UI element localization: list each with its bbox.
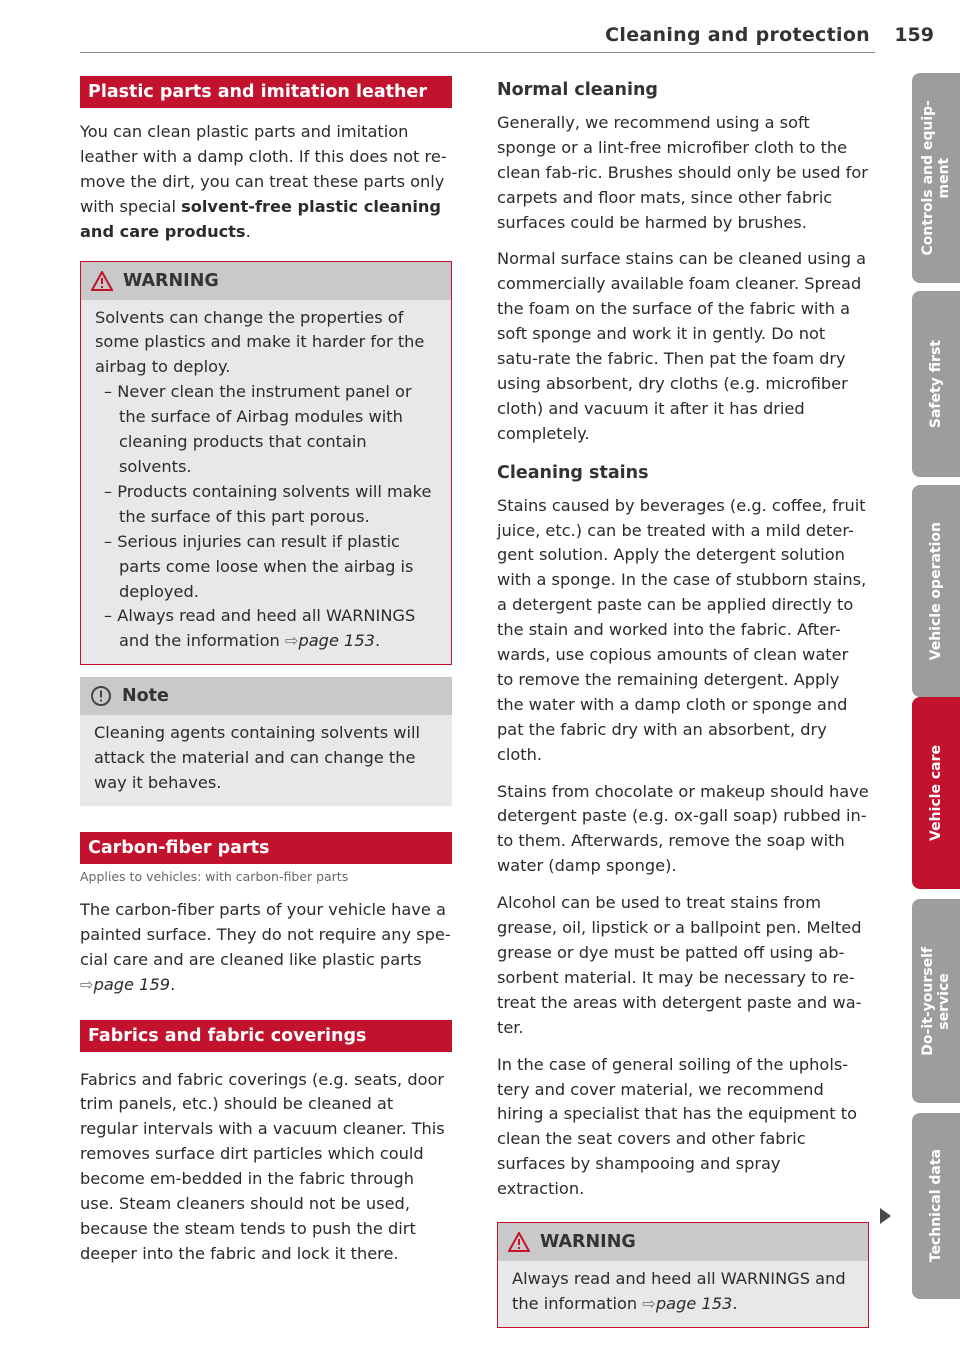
note-box: [80, 677, 452, 806]
chapter-tab[interactable]: [912, 1113, 960, 1299]
note-body: [80, 715, 452, 806]
continue-arrow-icon: [880, 1208, 891, 1224]
xref-arrow-icon: ⇨: [284, 631, 299, 651]
carbon-text: The carbon-fiber parts of your vehicle have a painted surface. They do not require any spe-cial care and are cleaned like plastic parts: [80, 899, 451, 969]
subheading-normal-cleaning: Normal cleaning: [497, 80, 658, 100]
section-title-fabrics: Fabrics and fabric coverings: [80, 1020, 452, 1052]
stains-paragraph-2: Stains from chocolate or makeup should have detergent paste (e.g. ox-gall soap) rubbed in-to them. Afterwards, remove the soap with water (damp sponge).: [497, 781, 869, 876]
warning-item: – Products containing solvents will make the surface of this part porous.: [95, 480, 437, 530]
chapter-tab-label: Vehicle operation: [928, 521, 944, 661]
note-title: Note: [122, 686, 169, 707]
warning-box-left: [80, 261, 452, 666]
warning-title: WARNING: [123, 270, 219, 291]
warning-text: [512, 1267, 854, 1317]
chapter-tab[interactable]: [912, 899, 960, 1103]
warning-item: – Never clean the instrument panel or the surface of Airbag modules with cleaning products that contain solvents.: [95, 380, 437, 480]
section-title-plastic: Plastic parts and imitation leather: [80, 76, 452, 108]
warning-triangle-icon: [91, 271, 113, 291]
warning-list: [95, 380, 437, 654]
chapter-tab[interactable]: [912, 291, 960, 477]
plastic-text-b: .: [245, 221, 251, 241]
plastic-text-a: You can clean plastic parts and imitation leather with a damp cloth. If this does not re-move the dirt, you can treat these parts only with special: [80, 122, 447, 216]
header-rule: [80, 52, 875, 53]
xref-arrow-icon: ⇨: [80, 974, 94, 994]
plastic-text-bold: solvent-free plastic cleaning and care products: [80, 196, 442, 241]
warning-intro: Solvents can change the properties of some plastics and make it harder for the airbag to deploy.: [95, 307, 425, 377]
warning-header: [498, 1223, 868, 1261]
normal-paragraph-1: Generally, we recommend using a soft sponge or a lint-free microfiber cloth to the clean fab-ric. Brushes should only be used for carpets and floor mats, since other fabric surfaces could be harmed by brushes.: [497, 112, 868, 232]
xref-end: .: [732, 1293, 738, 1313]
chapter-tab-active[interactable]: [912, 697, 960, 889]
fabrics-paragraph: Fabrics and fabric coverings (e.g. seats, door trim panels, etc.) should be cleaned at regular intervals with a vacuum cleaner. This removes surface dirt particles which could become em-bedded in the fabric through use. Steam cleaners should not be used, because the steam tends to push the dirt deeper into the fabric and lock it there.: [80, 1069, 445, 1263]
page-link[interactable]: page 153: [655, 1293, 733, 1313]
warning-item: [95, 604, 437, 654]
running-head: Cleaning and protection: [605, 24, 870, 46]
stains-paragraph-3: Alcohol can be used to treat stains from grease, oil, lipstick or a ballpoint pen. Melted grease or dye must be patted off using ab-sorbent material. It may be necessary to re-treat the areas with detergent paste and wa-ter.: [497, 893, 862, 1037]
note-text: Cleaning agents containing solvents will attack the material and can change the way it behaves.: [94, 723, 421, 793]
note-header: [80, 677, 452, 715]
applies-to-note: Applies to vehicles: with carbon-fiber parts: [80, 868, 349, 884]
chapter-tab-label: Safety first: [928, 339, 944, 429]
chapter-tab[interactable]: [912, 485, 960, 697]
chapter-tab-label: Controls and equip- ment: [920, 100, 952, 256]
warning-item-text: Always read and heed all WARNINGS and the information: [117, 606, 416, 651]
plastic-paragraph: [80, 120, 452, 245]
chapter-tab[interactable]: [912, 73, 960, 283]
right-column: [497, 76, 869, 1348]
warning-body: [498, 1261, 868, 1327]
left-column: [80, 76, 452, 1279]
page-link[interactable]: page 159: [93, 974, 171, 994]
note-circle-icon: [90, 685, 112, 707]
warning-box-right: [497, 1222, 869, 1328]
warning-header: [81, 262, 451, 300]
xref-end: .: [374, 631, 381, 651]
warning-body: [81, 300, 451, 665]
warning-triangle-icon: [508, 1232, 530, 1252]
xref-end: .: [170, 974, 176, 994]
page-number: 159: [894, 24, 934, 46]
warning-item: – Serious injuries can result if plastic parts come loose when the airbag is deployed.: [95, 530, 437, 605]
normal-paragraph-2: Normal surface stains can be cleaned using a commercially available foam cleaner. Spread the foam on the surface of the fabric with a soft sponge and work it in gently. Do not satu-rate the fabric. Then pat the foam dry using absorbent, dry cloths (e.g. microfiber cloth) and vacuum it after it has dried completely.: [497, 249, 867, 443]
chapter-tab-label: Vehicle care: [928, 745, 944, 841]
stains-paragraph-4: In the case of general soiling of the uphols-tery and cover material, we recommend hiring a specialist that has the equipment to clean the seat covers and other fabric surfaces by shampooing and spray extraction.: [497, 1054, 858, 1199]
subheading-cleaning-stains: Cleaning stains: [497, 462, 649, 483]
page-link[interactable]: page 153: [298, 631, 375, 651]
xref-arrow-icon: ⇨: [642, 1293, 656, 1313]
stains-paragraph-1: Stains caused by beverages (e.g. coffee, fruit juice, etc.) can be treated with a mild deter-gent solution. Apply the detergent solution with a sponge. In the case of stubborn stains, a detergent paste can be applied directly to the stain and worked into the fabric. After-wards, use copious amounts of clean water to remove the remaining detergent. Apply the water with a damp cloth or sponge and pat the fabric dry with an absorbent, dry cloth.: [497, 495, 867, 764]
chapter-tab-label: Do-it-yourself service: [920, 946, 952, 1056]
warning-title: WARNING: [540, 1232, 636, 1253]
chapter-tab-label: Technical data: [928, 1149, 944, 1263]
carbon-paragraph: [80, 898, 452, 998]
section-title-carbon: Carbon-fiber parts: [80, 832, 452, 864]
warning-text-main: Always read and heed all WARNINGS and the information: [512, 1269, 846, 1313]
